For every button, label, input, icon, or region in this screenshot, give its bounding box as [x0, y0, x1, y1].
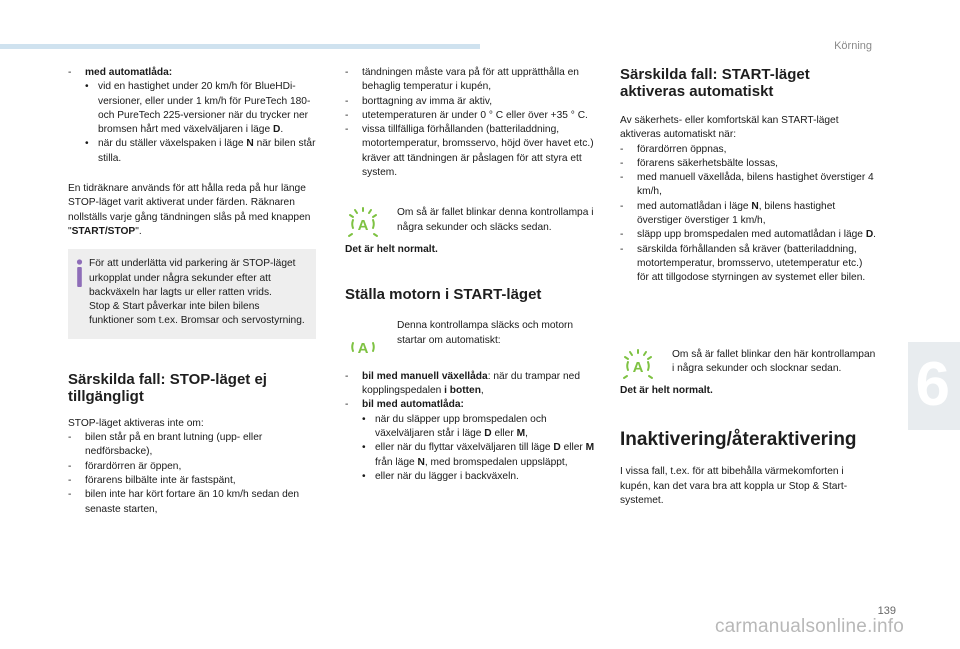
dash-list: [620, 143, 876, 286]
list-item: - borttagning av imma är aktiv,: [345, 95, 601, 109]
paragraph: Av säkerhets- eller komfortskäl kan START-läget aktiveras automatiskt när:: [620, 115, 839, 141]
timer-paragraph: En tidräknare används för att hålla reda på hur länge STOP-läget varit aktiverat under färden. Räknaren nollställs varje gång tändningen slås på med knappen "START/STOP".: [68, 183, 311, 237]
info-icon: [76, 259, 83, 287]
auto-start-lamp-icon: [345, 329, 381, 363]
header-accent-bar: [0, 44, 480, 49]
svg-text:A: A: [632, 358, 644, 376]
list-item: • när du ställer växelspaken i läge N när bilen står stilla.: [68, 137, 316, 166]
info-box: [68, 249, 316, 338]
list-item: - förarens bilbälte inte är fastspänt,: [68, 474, 316, 488]
list-item: - med automatlådan i läge N, bilens hastighet överstiger överstiger 1 km/h,: [620, 200, 876, 229]
warning-note: [620, 348, 876, 377]
column-3: [620, 66, 876, 508]
section-heading: Ställa motorn i START-läget: [345, 286, 542, 304]
warning-note: [345, 206, 601, 235]
section-heading: Inaktivering/återaktivering: [620, 429, 857, 451]
column-1: [68, 66, 316, 517]
page-number: 139: [877, 605, 896, 617]
section-title: Körning: [834, 40, 872, 52]
dash-list: [345, 66, 601, 180]
warning-text: Om så är fallet blinkar den här kontrollampan i några sekunder och slocknar sedan.: [672, 348, 876, 374]
section-heading: Särskilda fall: START-läget aktiveras automatiskt: [620, 66, 810, 100]
lamp-note: [345, 319, 601, 358]
lamp-text: Denna kontrollampa släcks och motorn startar om automatiskt:: [397, 320, 574, 346]
bullet-list: [345, 413, 601, 484]
list-item: - förardörren öppnas,: [620, 143, 876, 157]
watermark: carmanualsonline.info: [714, 616, 904, 637]
list-item: - bil med automatlåda:: [345, 398, 601, 412]
dash-list: [68, 431, 316, 517]
list-item: - särskilda förhållanden så kräver (batteriladdning, motortemperatur, bromsservo, utetemperatur etc.) för att tillgodose styrningen av systemet eller bilen.: [620, 243, 876, 286]
normal-note: Det är helt normalt.: [345, 243, 438, 255]
auto-start-lamp-icon: [620, 348, 656, 382]
list-item: - bilen inte har kört fortare än 10 km/h sedan den senaste starten,: [68, 488, 316, 517]
list-item: - förardörren är öppen,: [68, 460, 316, 474]
svg-text:A: A: [357, 217, 369, 235]
list-item: - tändningen måste vara på för att upprätthålla en behaglig temperatur i kupén,: [345, 66, 601, 95]
list-item: • eller när du lägger i backväxeln.: [345, 470, 601, 484]
info-text: Stop & Start påverkar inte bilen bilens funktioner som t.ex. Bromsar och servostyrning.: [89, 301, 305, 327]
list-item: - vissa tillfälliga förhållanden (batteriladdning, motortemperatur, bromsservo, höjd över havet etc.) kräver att tändningen är påslagen för att styra ett system.: [345, 123, 601, 180]
section-heading: Särskilda fall: STOP-läget ej tillgängligt: [68, 370, 267, 405]
dash-list: [345, 370, 601, 413]
list-item: • när du släpper upp bromspedalen och växelväljaren står i läge D eller M,: [345, 413, 601, 442]
info-text: För att underlätta vid parkering är STOP-läget urkopplat under några sekunder efter att backväxeln har lagts ur eller ratten vrids.: [89, 258, 296, 298]
list-item: - släpp upp bromspedalen med automatlådan i läge D.: [620, 228, 876, 242]
paragraph: STOP-läget aktiveras inte om:: [68, 417, 204, 429]
bullet-list: [68, 80, 316, 166]
svg-text:A: A: [357, 340, 369, 358]
list-item: - utetemperaturen är under 0 ° C eller över +35 ° C.: [345, 109, 601, 123]
list-item: • vid en hastighet under 20 km/h för BlueHDi-versioner, eller under 1 km/h för PureTech 180- och PureTech 225-versioner när du trycker ner bromsen hårt med växelväljaren i läge D.: [68, 80, 316, 137]
list-item: - bilen står på en brant lutning (upp- eller nedförsbacke),: [68, 431, 316, 460]
list-item: - förarens säkerhetsbälte lossas,: [620, 157, 876, 171]
chapter-number: 6: [915, 350, 950, 419]
warning-text: Om så är fallet blinkar denna kontrollampa i några sekunder och släcks sedan.: [397, 207, 594, 233]
normal-note: Det är helt normalt.: [620, 385, 713, 397]
list-item: - bil med manuell växellåda: när du trampar ned kopplingspedalen i botten,: [345, 370, 601, 399]
auto-start-lamp-icon: [345, 206, 381, 240]
list-item: • eller när du flyttar växelväljaren till läge D eller M från läge N, med bromspedalen uppsläppt,: [345, 441, 601, 470]
list-item: - med automatlåda:: [68, 66, 316, 80]
paragraph: I vissa fall, t.ex. för att bibehålla värmekomforten i kupén, kan det vara bra att koppla ur Stop & Start-systemet.: [620, 466, 848, 507]
list-item: - med manuell växellåda, bilens hastighet överstiger 4 km/h,: [620, 171, 876, 200]
column-2: [345, 66, 601, 484]
